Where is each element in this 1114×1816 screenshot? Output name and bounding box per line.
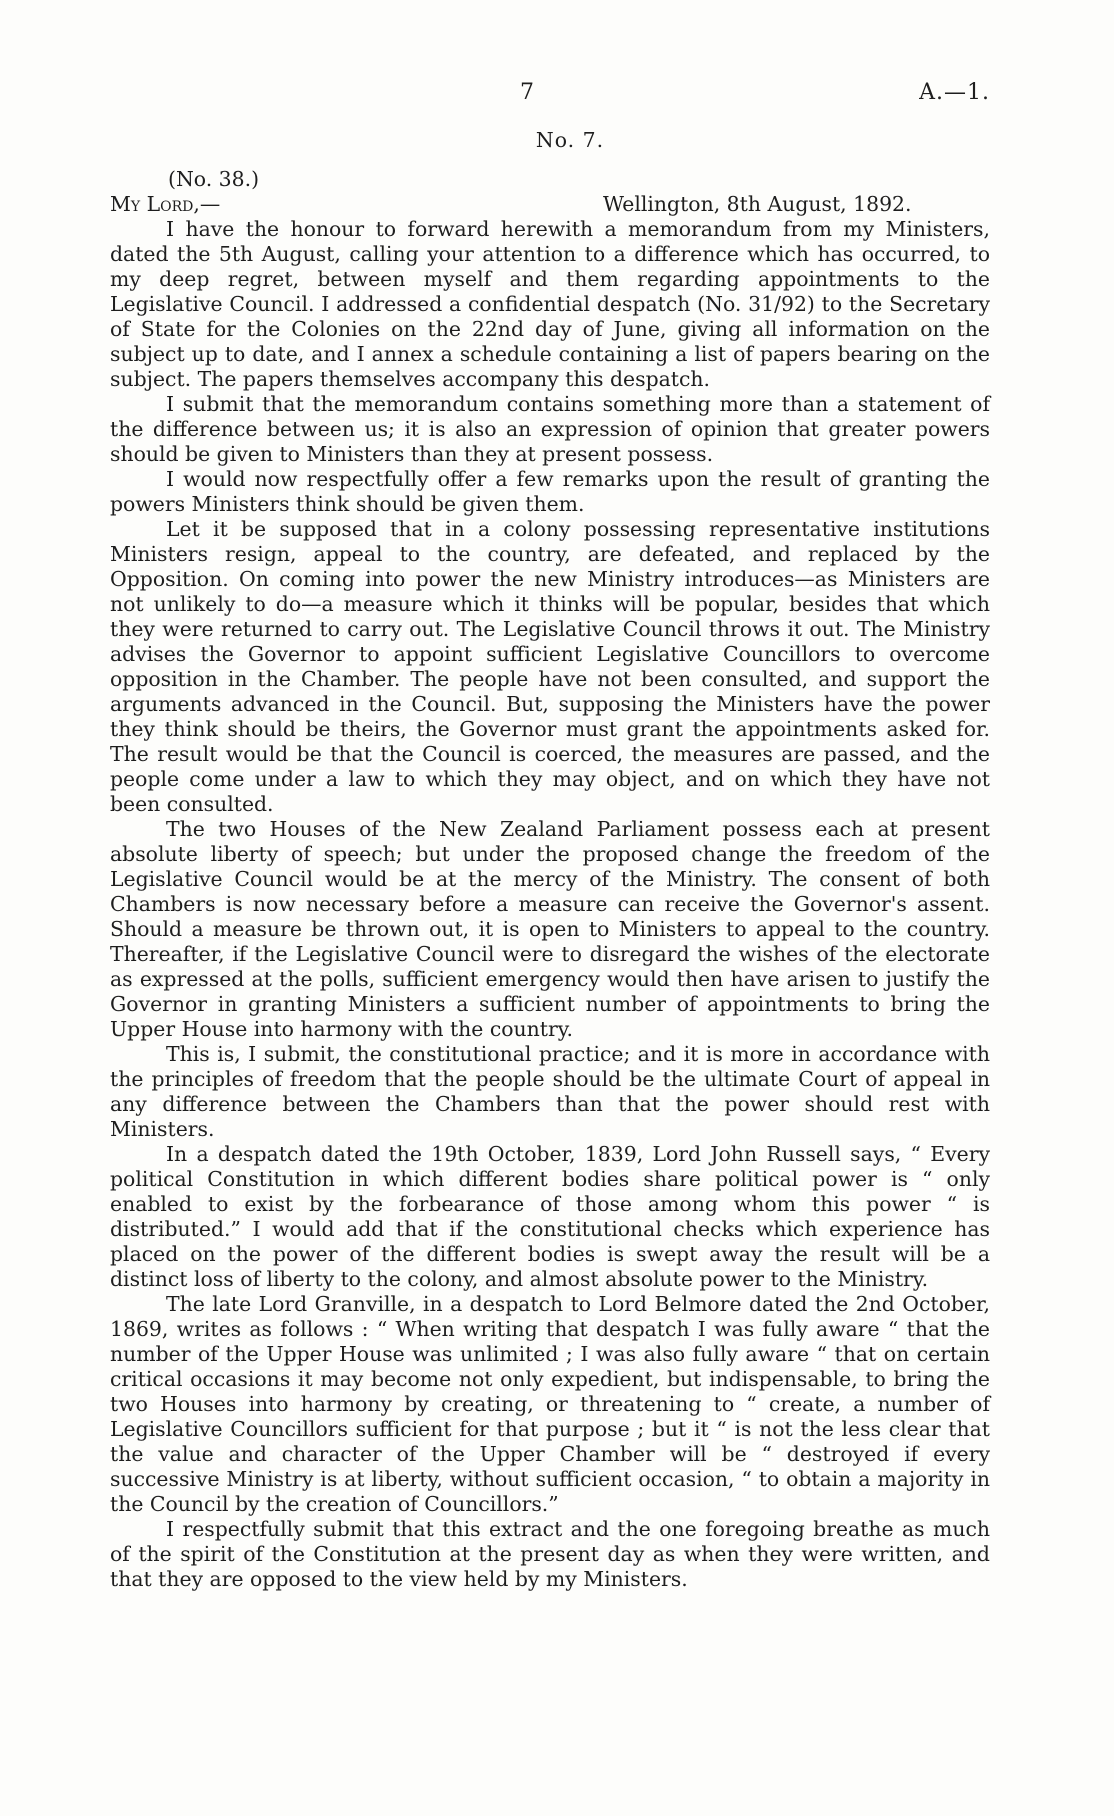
salutation: My Lord,— <box>110 192 221 216</box>
letter-body <box>110 217 990 1592</box>
paragraph: I have the honour to forward herewith a memorandum from my Ministers, dated the 5th August, calling your attention to a difference which has occurred, to my deep regret, between myself and them regarding appointments to the Legislative Council. I addressed a confidential despatch (No. 31/92) to the Secretary of State for the Colonies on the 22nd day of June, giving all information on the subject up to date, and I annex a schedule containing a list of papers bearing on the subject. The papers themselves accompany this despatch. <box>110 217 990 391</box>
paragraph: The two Houses of the New Zealand Parliament possess each at present absolute liberty of speech; but under the proposed change the freedom of the Legislative Council would be at the mercy of the Ministry. The consent of both Chambers is now necessary before a measure can receive the Governor's assent. Should a measure be thrown out, it is open to Ministers to appeal to the country. Thereafter, if the Legislative Council were to disregard the wishes of the electorate as expressed at the polls, sufficient emergency would then have arisen to justify the Governor in granting Ministers a sufficient number of appointments to bring the Upper House into harmony with the country. <box>110 817 990 1041</box>
paragraph: In a despatch dated the 19th October, 1839, Lord John Russell says, “ Every political Constitution in which different bodies share political power is “ only enabled to exist by the forbearance of those among whom this power “ is distributed.” I would add that if the constitutional checks which experience has placed on the power of the different bodies is swept away the result will be a distinct loss of liberty to the colony, and almost absolute power to the Ministry. <box>110 1142 990 1291</box>
paragraph: Let it be supposed that in a colony possessing representative institutions Ministers resign, appeal to the country, are defeated, and replaced by the Opposition. On coming into power the new Ministry introduces—as Ministers are not unlikely to do—a measure which it thinks will be popular, besides that which they were returned to carry out. The Legislative Council throws it out. The Ministry advises the Governor to appoint sufficient Legislative Councillors to overcome opposition in the Chamber. The people have not been consulted, and support the arguments advanced in the Council. But, supposing the Ministers have the power they think should be theirs, the Governor must grant the appointments asked for. The result would be that the Council is coerced, the measures are passed, and the people come under a law to which they may object, and on which they have not been consulted. <box>110 517 990 816</box>
paragraph: I respectfully submit that this extract and the one foregoing breathe as much of the spirit of the Constitution at the present day as when they were written, and that they are opposed to the view held by my Ministers. <box>110 1517 990 1591</box>
paragraph: I submit that the memorandum contains something more than a statement of the difference between us; it is also an expression of opinion that greater powers should be given to Ministers than they at present possess. <box>110 392 990 466</box>
paragraph: The late Lord Granville, in a despatch to Lord Belmore dated the 2nd October, 1869, writes as follows : “ When writing that despatch I was fully aware “ that the number of the Upper House was unlimited ; I was also fully aware “ that on certain critical occasions it may become not only expedient, but indispensable, to bring the two Houses into harmony by creating, or threatening to “ create, a number of Legislative Councillors sufficient for that purpose ; but it “ is not the less clear that the value and character of the Upper Chamber will be “ destroyed if every successive Ministry is at liberty, without sufficient occasion, “ to obtain a majority in the Council by the creation of Councillors.” <box>110 1292 990 1516</box>
paragraph: I would now respectfully offer a few remarks upon the result of granting the powers Ministers think should be given them. <box>110 467 990 516</box>
page-header <box>110 80 990 110</box>
place-and-date: Wellington, 8th August, 1892. <box>603 192 912 216</box>
page-number: 7 <box>520 80 534 105</box>
document-page <box>110 80 990 1592</box>
document-reference: A.—1. <box>919 80 990 105</box>
despatch-number: No. 7. <box>535 128 605 152</box>
paragraph: This is, I submit, the constitutional practice; and it is more in accordance with the principles of freedom that the people should be the ultimate Court of appeal in any difference between the Chambers than that the power should rest with Ministers. <box>110 1042 990 1141</box>
despatch-reference: (No. 38.) <box>168 167 260 191</box>
salutation-line <box>110 192 990 217</box>
